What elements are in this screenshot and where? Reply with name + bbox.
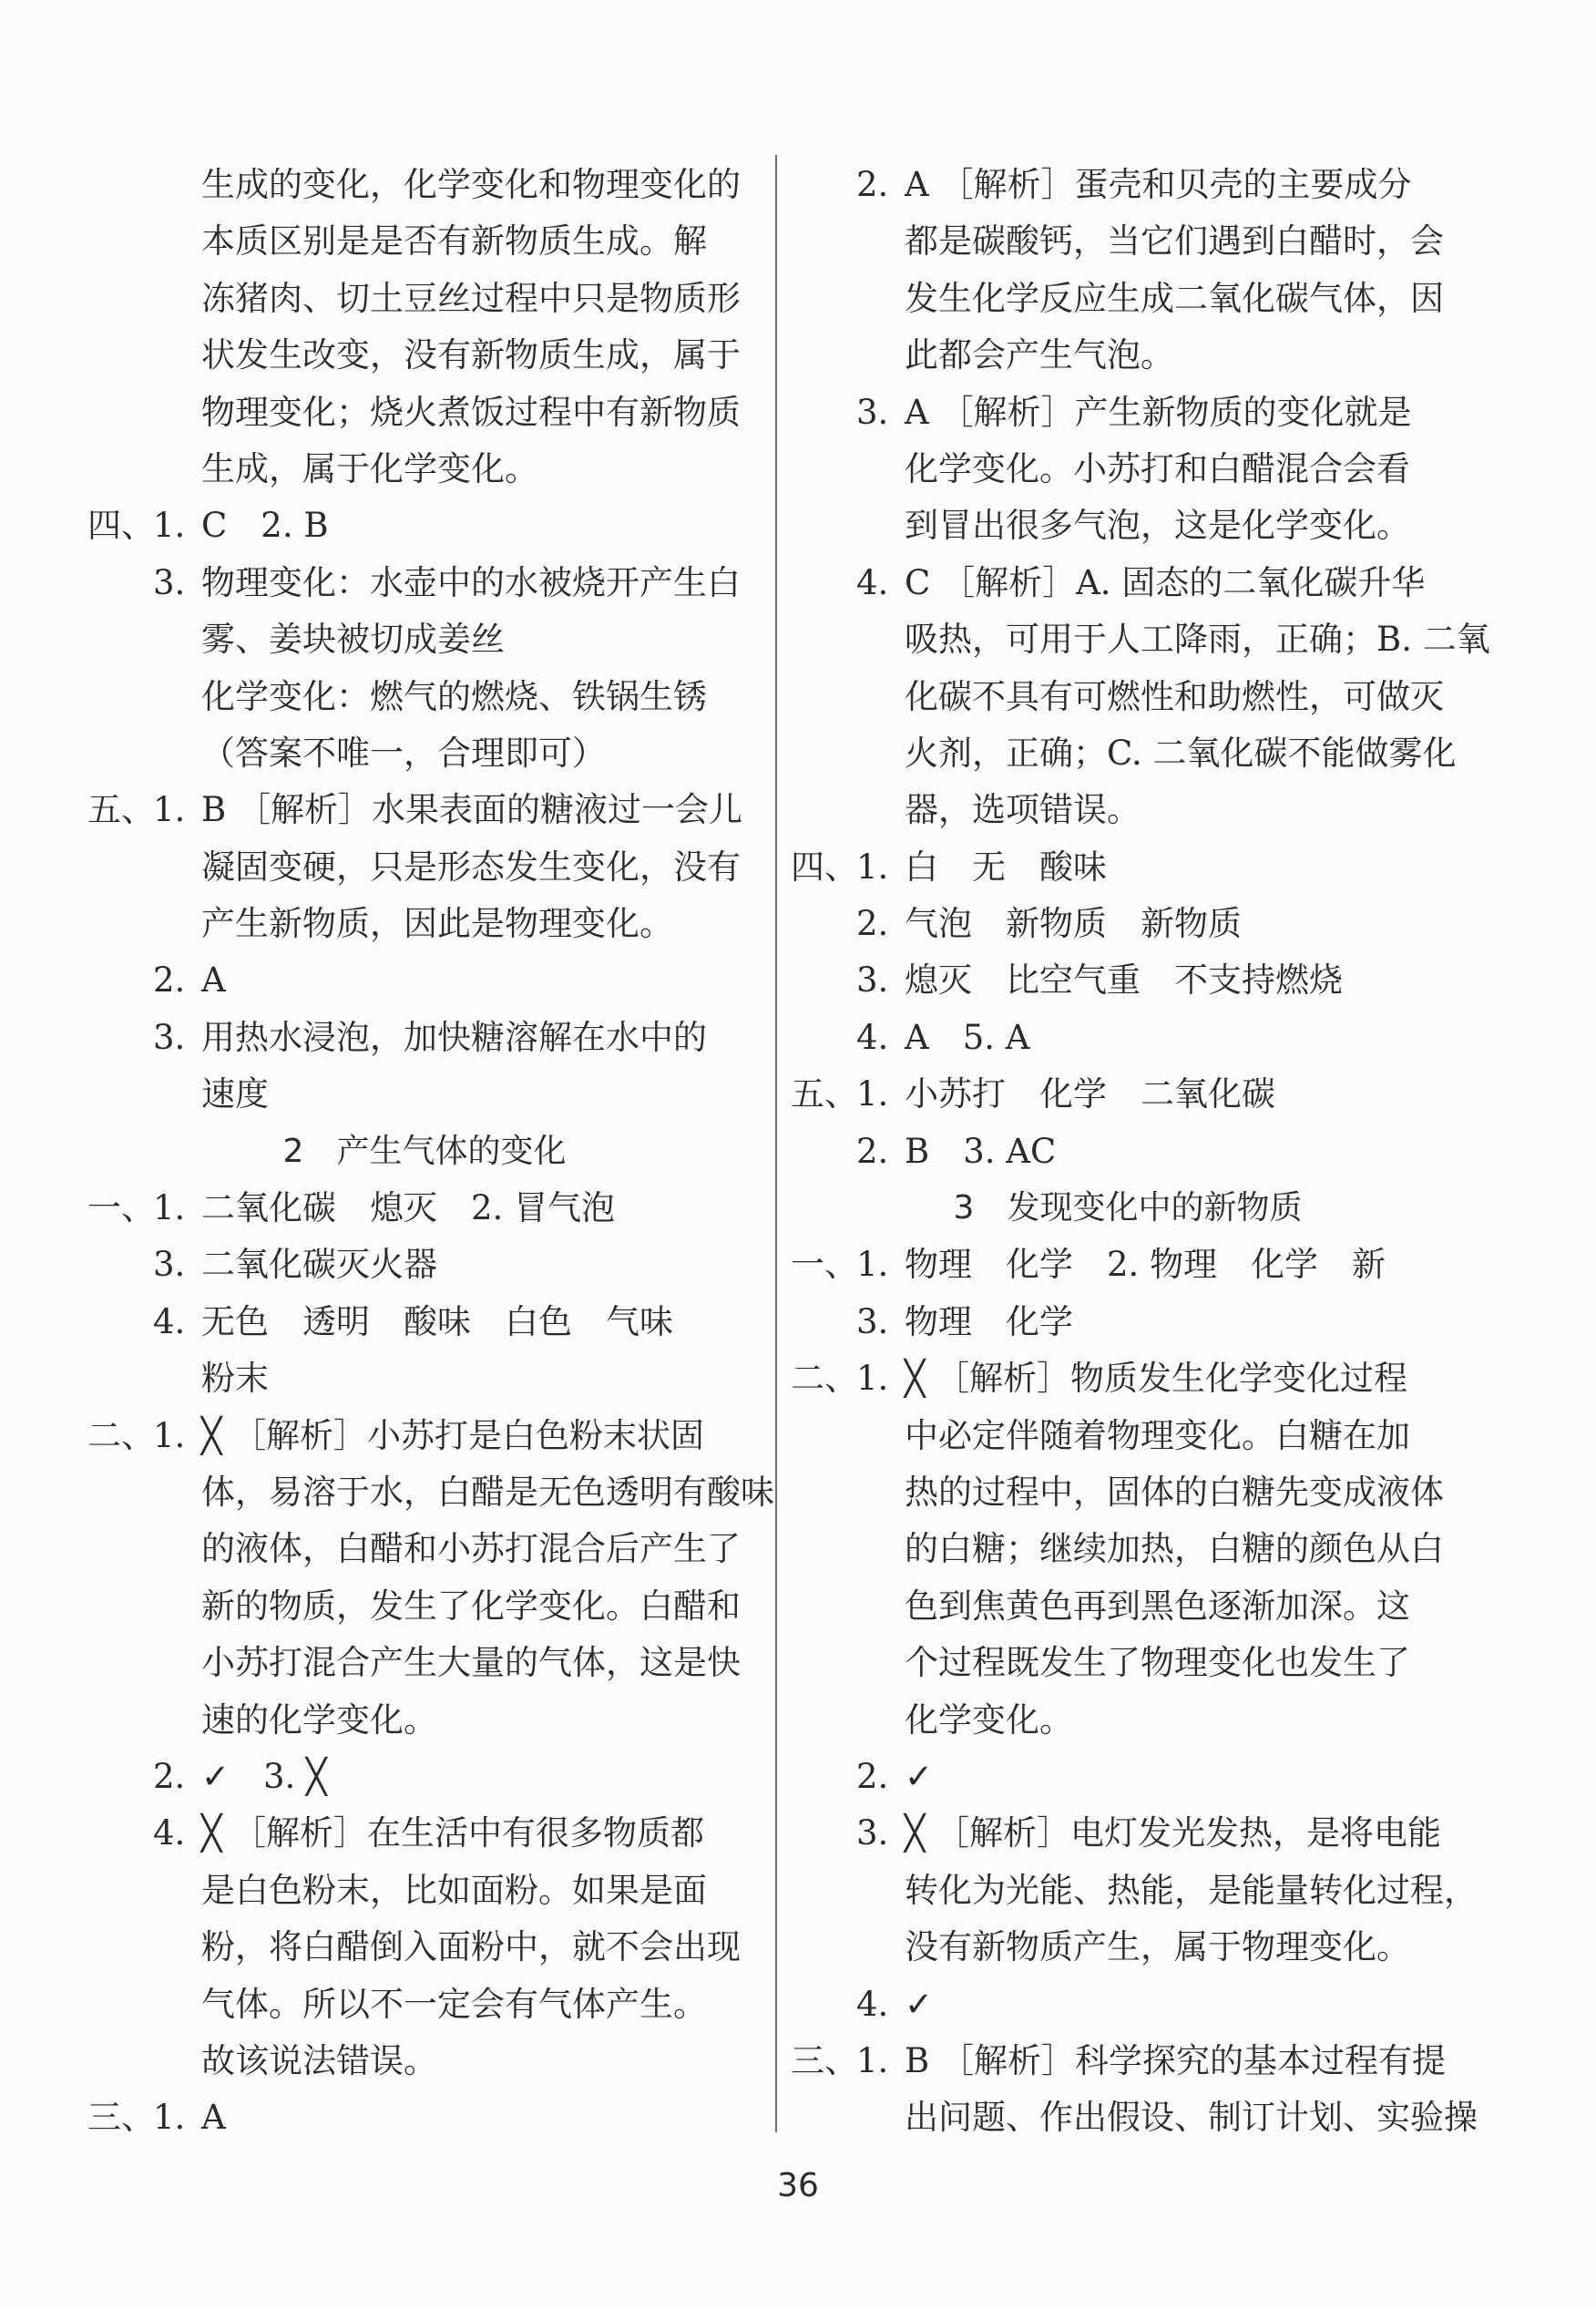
section-marker: 五、: [87, 790, 155, 830]
answer-text: 热的过程中，固体的白糖先变成液体: [905, 1472, 1444, 1512]
text-line: [791, 611, 1490, 668]
text-line: [791, 896, 1465, 952]
text-line: [87, 2033, 762, 2089]
answer-text: ╳ ［解析］在生活中有很多物质都: [201, 1813, 705, 1853]
text-line: [791, 1294, 1465, 1350]
section-marker: 三、: [87, 2098, 155, 2138]
text-line: [791, 1919, 1465, 1976]
section-marker: 四、: [791, 847, 858, 887]
answer-text: 火剂，正确；C. 二氧化碳不能做雾化: [905, 733, 1457, 773]
text-line: [87, 669, 762, 725]
answer-text: 气泡 新物质 新物质: [905, 904, 1242, 944]
answer-text: 二氧化碳 熄灭 2. 冒气泡: [201, 1188, 616, 1228]
question-number: 1.: [856, 1245, 889, 1285]
text-line: [791, 669, 1465, 725]
text-line: [791, 1237, 1465, 1293]
answer-text: 化学变化：燃气的燃烧、铁锅生锈: [201, 676, 707, 716]
text-line: [87, 1350, 762, 1407]
answer-text: 到冒出很多气泡，这是化学变化。: [905, 506, 1410, 546]
text-line: [791, 839, 1465, 896]
answer-text: （答案不唯一，合理即可）: [201, 733, 606, 773]
text-line: [791, 782, 1465, 838]
question-number: 2.: [153, 1756, 186, 1796]
text-line: [791, 1350, 1465, 1407]
answer-text: 雾、姜块被切成姜丝: [201, 620, 505, 660]
question-number: 4.: [153, 1301, 186, 1341]
answer-text: 故该说法错误。: [201, 2040, 437, 2080]
text-line: [791, 441, 1465, 498]
question-number: 1.: [153, 1188, 186, 1228]
answer-text: B ［解析］水果表面的糖液过一会儿: [201, 790, 742, 830]
answer-text: 速度: [201, 1074, 269, 1114]
question-number: 1.: [856, 847, 889, 887]
answer-text: 生成的变化，化学变化和物理变化的: [201, 165, 741, 204]
question-number: 1.: [153, 506, 186, 546]
text-line: [87, 1066, 762, 1123]
text-line: [791, 1521, 1465, 1577]
text-line: [87, 1976, 762, 2033]
answer-text: 物理变化：水壶中的水被烧开产生白: [201, 562, 741, 602]
text-line: [87, 385, 762, 441]
text-line: [791, 1010, 1465, 1066]
answer-text: ✓: [905, 1756, 934, 1796]
question-number: 1.: [856, 2040, 889, 2080]
answer-text: ✓: [905, 1984, 934, 2024]
answer-text: 粉末: [201, 1359, 269, 1399]
text-line: [791, 1408, 1465, 1464]
text-line: [87, 952, 762, 1009]
text-line: [87, 213, 762, 270]
text-line: [791, 1863, 1478, 1919]
answer-text: 物理变化；烧火煮饭过程中有新物质: [201, 392, 741, 432]
page-number: 36: [777, 2167, 819, 2204]
text-line: [791, 1578, 1465, 1635]
text-line: [87, 1294, 762, 1350]
answer-text: 出问题、作出假设、制订计划、实验操: [905, 2098, 1478, 2138]
answer-text: 色到焦黄色再到黑色逐渐加深。这: [905, 1586, 1410, 1626]
question-number: 3.: [153, 562, 186, 602]
text-line: [791, 725, 1465, 782]
text-line: [87, 271, 762, 327]
text-line: [791, 1692, 1465, 1749]
answer-text: A ［解析］产生新物质的变化就是: [905, 392, 1412, 432]
question-number: 3.: [153, 1245, 186, 1285]
answer-text: 本质区别是是否有新物质生成。解: [201, 221, 707, 262]
question-number: 2.: [856, 904, 889, 944]
answer-text: A ［解析］蛋壳和贝壳的主要成分: [905, 165, 1412, 204]
text-line: [87, 1692, 762, 1749]
text-line: [791, 213, 1465, 270]
answer-text: 物理 化学 2. 物理 化学 新: [905, 1245, 1386, 1285]
answer-text: 化学变化。小苏打和白醋混合会看: [905, 448, 1410, 488]
question-number: 3.: [153, 1017, 186, 1057]
answer-text: 小苏打 化学 二氧化碳: [905, 1074, 1275, 1114]
text-line: [791, 1124, 1465, 1180]
text-line: [87, 1237, 762, 1293]
answer-text: A: [201, 2098, 226, 2138]
text-line: [791, 385, 1465, 441]
question-number: 2.: [856, 1756, 889, 1796]
answer-text: 熄灭 比空气重 不支持燃烧: [905, 960, 1343, 1001]
question-number: 2.: [856, 165, 889, 204]
question-number: 3.: [856, 1301, 889, 1341]
text-line: [87, 1919, 762, 1976]
answer-text: 物理 化学: [905, 1301, 1073, 1341]
question-number: 1.: [856, 1074, 889, 1114]
question-number: 2.: [153, 960, 186, 1001]
question-number: 1.: [856, 1359, 889, 1399]
text-line: [87, 555, 762, 611]
section-marker: 四、: [87, 506, 155, 546]
answer-text: 吸热，可用于人工降雨，正确；B. 二氧: [905, 620, 1490, 660]
answer-text: 个过程既发生了物理变化也发生了: [905, 1643, 1410, 1683]
left-column: [87, 157, 774, 2147]
answer-text: 用热水浸泡，加快糖溶解在水中的: [201, 1017, 707, 1057]
question-number: 3.: [856, 392, 889, 432]
right-column: [791, 157, 1490, 2147]
text-line: [791, 1976, 1465, 2033]
question-number: 4.: [856, 1017, 889, 1057]
column-divider: [775, 155, 777, 2132]
section-marker: 三、: [791, 2040, 858, 2080]
text-line: [791, 2033, 1465, 2089]
section-heading: 2 产生气体的变化: [282, 1132, 567, 1170]
text-line: [87, 441, 762, 498]
text-line: [791, 1464, 1465, 1521]
answer-text: 速的化学变化。: [201, 1699, 437, 1740]
answer-text: C ［解析］A. 固态的二氧化碳升华: [905, 562, 1426, 602]
question-number: 4.: [856, 562, 889, 602]
text-line: [87, 327, 762, 384]
text-line: [87, 725, 762, 782]
text-line: [87, 782, 762, 838]
question-number: 1.: [153, 1415, 186, 1455]
text-line: [791, 1749, 1465, 1805]
text-line: [87, 1578, 762, 1635]
answer-text: ╳ ［解析］电灯发光发热，是将电能: [905, 1813, 1442, 1853]
answer-text: 凝固变硬，只是形态发生变化，没有: [201, 847, 741, 887]
answer-text: 转化为光能、热能，是能量转化过程，: [905, 1870, 1478, 1910]
text-line: [791, 157, 1465, 213]
question-number: 2.: [856, 1131, 889, 1171]
answer-text: 发生化学反应生成二氧化碳气体，因: [905, 278, 1444, 318]
answer-text: 小苏打混合产生大量的气体，这是快: [201, 1643, 741, 1683]
answer-text: ╳ ［解析］小苏打是白色粉末状固: [201, 1415, 705, 1455]
answer-text: 产生新物质，因此是物理变化。: [201, 904, 673, 944]
text-line: [791, 555, 1465, 611]
text-line: [87, 2089, 762, 2146]
text-line: [87, 1805, 762, 1862]
question-number: 3.: [856, 960, 889, 1001]
text-line: [87, 1521, 762, 1577]
text-line: [791, 498, 1465, 554]
text-line: [791, 1805, 1465, 1862]
answer-text: 状发生改变，没有新物质生成，属于: [201, 335, 741, 375]
text-line: [791, 2089, 1478, 2146]
text-line: [791, 952, 1465, 1009]
answer-text: 此都会产生气泡。: [905, 335, 1174, 375]
answer-text: 新的物质，发生了化学变化。白醋和: [201, 1586, 741, 1626]
question-number: 4.: [856, 1984, 889, 2024]
question-number: 3.: [856, 1813, 889, 1853]
answer-text: A: [201, 960, 226, 1001]
answer-text: 二氧化碳灭火器: [201, 1245, 437, 1285]
question-number: 1.: [153, 2098, 186, 2138]
answer-text: 无色 透明 酸味 白色 气味: [201, 1301, 673, 1341]
section-marker: 五、: [791, 1074, 858, 1114]
answer-text: ╳ ［解析］物质发生化学变化过程: [905, 1359, 1408, 1399]
text-line: [87, 1863, 762, 1919]
text-line: [87, 839, 762, 896]
text-line: [87, 157, 762, 213]
question-number: 1.: [153, 790, 186, 830]
text-line: [791, 271, 1465, 327]
section-heading: 3 发现变化中的新物质: [953, 1189, 1303, 1227]
text-line: [791, 327, 1465, 384]
section-marker: 一、: [87, 1188, 155, 1228]
text-line: [87, 498, 762, 554]
answer-text: 是白色粉末，比如面粉。如果是面: [201, 1870, 707, 1910]
answer-text: 的液体，白醋和小苏打混合后产生了: [201, 1529, 741, 1569]
answer-text: 没有新物质产生，属于物理变化。: [905, 1927, 1410, 1967]
answer-text: ✓ 3. ╳: [201, 1756, 327, 1796]
answer-text: C 2. B: [201, 506, 329, 546]
answer-text: 生成，属于化学变化。: [201, 448, 538, 488]
section-marker: 二、: [87, 1415, 155, 1455]
answer-text: 化学变化。: [905, 1699, 1073, 1740]
answer-text: 化碳不具有可燃性和助燃性，可做灭: [905, 676, 1444, 716]
answer-text: 的白糖；继续加热，白糖的颜色从白: [905, 1529, 1444, 1569]
question-number: 4.: [153, 1813, 186, 1853]
answer-text: 白 无 酸味: [905, 847, 1107, 887]
text-line: [87, 896, 762, 952]
answer-text: 器，选项错误。: [905, 790, 1141, 830]
answer-text: 气体。所以不一定会有气体产生。: [201, 1984, 707, 2024]
answer-text: A 5. A: [905, 1017, 1030, 1057]
text-line: [87, 1408, 762, 1464]
answer-text: B 3. AC: [905, 1131, 1057, 1171]
text-line: [87, 1464, 774, 1521]
answer-text: 体，易溶于水，白醋是无色透明有酸味: [201, 1472, 774, 1512]
answer-text: 粉，将白醋倒入面粉中，就不会出现: [201, 1927, 741, 1967]
text-line: [87, 1180, 762, 1237]
section-marker: 一、: [791, 1245, 858, 1285]
answer-text: 中必定伴随着物理变化。白糖在加: [905, 1415, 1410, 1455]
section-marker: 二、: [791, 1359, 858, 1399]
answer-text: 冻猪肉、切土豆丝过程中只是物质形: [201, 278, 741, 318]
text-line: [87, 611, 762, 668]
text-line: [87, 1635, 762, 1691]
answer-text: B ［解析］科学探究的基本过程有提: [905, 2040, 1446, 2080]
text-line: [87, 1010, 762, 1066]
answer-text: 都是碳酸钙，当它们遇到白醋时，会: [905, 221, 1444, 262]
text-line: [87, 1749, 762, 1805]
text-line: [791, 1635, 1465, 1691]
text-line: [791, 1066, 1465, 1123]
